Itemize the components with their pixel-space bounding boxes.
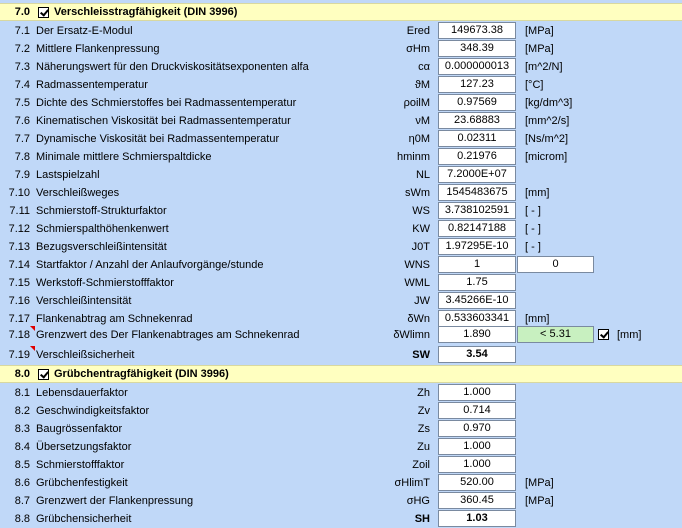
row-symbol: SW: [412, 349, 430, 361]
value-cell[interactable]: 0.533603341: [438, 310, 516, 327]
value-cell[interactable]: 3.45266E-10: [438, 292, 516, 309]
row-symbol: Zu: [417, 441, 430, 453]
table-row: [0, 130, 682, 148]
row-symbol: Zh: [417, 387, 430, 399]
row-number: 7.17: [8, 313, 30, 325]
table-row: [0, 326, 682, 344]
section-checkbox[interactable]: [38, 7, 49, 18]
row-symbol: WML: [404, 277, 430, 289]
table-row: [0, 202, 682, 220]
row-number: 7.2: [14, 43, 30, 55]
row-label: Flankenabtrag am Schnekenrad: [36, 313, 193, 325]
row-symbol: Zs: [417, 423, 430, 435]
row-unit: [m^2/N]: [525, 61, 563, 73]
row-number: 7.19: [8, 349, 30, 361]
table-row: [0, 402, 682, 420]
row-number: 7.18: [8, 329, 30, 341]
value-cell[interactable]: 0.714: [438, 402, 516, 419]
row-unit: [kg/dm^3]: [525, 97, 573, 109]
value-cell[interactable]: 1.000: [438, 456, 516, 473]
row-number: 8.6: [14, 477, 30, 489]
row-label: Kinematischen Viskosität bei Radmassentemperatur: [36, 115, 291, 127]
row-label: Grübchensicherheit: [36, 513, 132, 525]
row-label: Dynamische Viskosität bei Radmassentemperatur: [36, 133, 280, 145]
row-symbol: cα: [418, 61, 430, 73]
row-label: Radmassentemperatur: [36, 79, 148, 91]
row-number: 8.3: [14, 423, 30, 435]
value-cell[interactable]: 149673.38: [438, 22, 516, 39]
row-symbol: J0T: [411, 241, 430, 253]
value-cell[interactable]: 1545483675: [438, 184, 516, 201]
row-number: 7.3: [14, 61, 30, 73]
value-cell[interactable]: 0.82147188: [438, 220, 516, 237]
value-cell[interactable]: 3.738102591: [438, 202, 516, 219]
row-label: Näherungswert für den Druckviskositätsexponenten alfa: [36, 61, 309, 73]
row-label: Dichte des Schmierstoffes bei Radmassentemperatur: [36, 97, 297, 109]
row-number: 7.1: [14, 25, 30, 37]
value-cell[interactable]: 0.970: [438, 420, 516, 437]
value-cell[interactable]: 348.39: [438, 40, 516, 57]
row-label: Schmierstofffaktor: [36, 459, 125, 471]
row-symbol: Zv: [417, 405, 430, 417]
row-unit: [MPa]: [525, 495, 554, 507]
row-label: Geschwindigkeitsfaktor: [36, 405, 150, 417]
row-unit: [mm]: [617, 329, 642, 341]
value-cell[interactable]: 360.45: [438, 492, 516, 509]
table-row: [0, 384, 682, 402]
table-row: [0, 420, 682, 438]
row-label: Grübchenfestigkeit: [36, 477, 128, 489]
table-row: [0, 220, 682, 238]
value-cell[interactable]: 1: [438, 256, 516, 273]
row-label: Verschleißsicherheit: [36, 349, 135, 361]
value-cell[interactable]: 1.97295E-10: [438, 238, 516, 255]
table-row: [0, 292, 682, 310]
table-row: [0, 492, 682, 510]
row-number: 7.4: [14, 79, 30, 91]
row-number: 7.10: [8, 187, 30, 199]
value-cell[interactable]: 1.890: [438, 326, 516, 343]
row-symbol: νM: [415, 115, 430, 127]
row-label: Der Ersatz-E-Modul: [36, 25, 133, 37]
row-symbol: σHG: [406, 495, 430, 507]
value-cell[interactable]: 1.03: [438, 510, 516, 527]
row-label: Startfaktor / Anzahl der Anlaufvorgänge/stunde: [36, 259, 264, 271]
table-row: [0, 58, 682, 76]
row-label: Baugrössenfaktor: [36, 423, 123, 435]
value-cell[interactable]: 7.2000E+07: [438, 166, 516, 183]
table-row: [0, 474, 682, 492]
value-cell[interactable]: 127.23: [438, 76, 516, 93]
row-symbol: δWlimn: [393, 329, 430, 341]
row-symbol: hminm: [396, 151, 430, 163]
row-label: Schmierspalthöhenkenwert: [36, 223, 169, 235]
section-header-8: [0, 365, 682, 383]
limit-checkbox[interactable]: [598, 329, 609, 340]
row-label: Lebensdauerfaktor: [36, 387, 128, 399]
table-row: [0, 184, 682, 202]
row-unit: [MPa]: [525, 25, 554, 37]
row-number: 7.16: [8, 295, 30, 307]
row-symbol: sWm: [404, 187, 430, 199]
row-unit: [mm^2/s]: [525, 115, 570, 127]
comment-marker-icon: [30, 326, 35, 331]
value-cell[interactable]: 0.000000013: [438, 58, 516, 75]
row-number: 7.13: [8, 241, 30, 253]
row-symbol: ρoilM: [403, 97, 430, 109]
row-label: Lastspielzahl: [36, 169, 100, 181]
row-symbol: σHlimT: [394, 477, 430, 489]
row-symbol: WS: [412, 205, 430, 217]
start-count-input[interactable]: 0: [517, 256, 594, 273]
row-unit: [ - ]: [525, 223, 541, 235]
table-row: [0, 94, 682, 112]
row-number: 7.8: [14, 151, 30, 163]
row-label: Minimale mittlere Schmierspaltdicke: [36, 151, 212, 163]
row-symbol: σHm: [406, 43, 430, 55]
row-symbol: η0M: [408, 133, 430, 145]
comment-marker-icon: [30, 346, 35, 351]
section-checkbox[interactable]: [38, 369, 49, 380]
value-cell[interactable]: 1.000: [438, 384, 516, 401]
table-row: [0, 346, 682, 364]
section-title: Grübchentragfähigkeit (DIN 3996): [54, 368, 229, 380]
row-symbol: SH: [414, 513, 430, 525]
row-number: 8.8: [14, 513, 30, 525]
row-unit: [ - ]: [525, 241, 541, 253]
table-row: [0, 438, 682, 456]
row-symbol: WNS: [404, 259, 430, 271]
row-number: 8.1: [14, 387, 30, 399]
row-unit: [°C]: [525, 79, 544, 91]
row-number: 7.9: [14, 169, 30, 181]
table-row: [0, 76, 682, 94]
row-symbol: Zoil: [412, 459, 430, 471]
table-row: [0, 456, 682, 474]
section-header-7: [0, 3, 682, 21]
row-number: 7.5: [14, 97, 30, 109]
row-unit: [MPa]: [525, 43, 554, 55]
row-symbol: ϑM: [414, 79, 430, 91]
row-number: 7.15: [8, 277, 30, 289]
row-unit: [ - ]: [525, 205, 541, 217]
row-unit: [Ns/m^2]: [525, 133, 569, 145]
limit-check-cell[interactable]: < 5.31: [517, 326, 594, 343]
value-cell[interactable]: 520.00: [438, 474, 516, 491]
value-cell[interactable]: 23.68883: [438, 112, 516, 129]
row-label: Werkstoff-Schmierstofffaktor: [36, 277, 174, 289]
row-unit: [MPa]: [525, 477, 554, 489]
table-row: [0, 510, 682, 528]
row-number: 7.11: [9, 205, 30, 217]
value-cell[interactable]: 0.97569: [438, 94, 516, 111]
row-symbol: NL: [415, 169, 430, 181]
row-unit: [mm]: [525, 187, 550, 199]
row-number: 7.12: [8, 223, 30, 235]
value-cell[interactable]: 0.21976: [438, 148, 516, 165]
table-row: [0, 238, 682, 256]
section-number: 8.0: [14, 368, 30, 380]
table-row: [0, 40, 682, 58]
row-unit: [microm]: [525, 151, 568, 163]
row-number: 8.4: [14, 441, 30, 453]
section-number: 7.0: [14, 6, 30, 18]
row-number: 8.7: [14, 495, 30, 507]
value-cell[interactable]: 1.000: [438, 438, 516, 455]
table-row: [0, 274, 682, 292]
row-label: Übersetzungsfaktor: [36, 441, 132, 453]
table-row: [0, 148, 682, 166]
section-title: Verschleisstragfähigkeit (DIN 3996): [54, 6, 238, 18]
row-number: 8.2: [14, 405, 30, 417]
row-symbol: Ered: [406, 25, 430, 37]
value-cell[interactable]: 3.54: [438, 346, 516, 363]
row-label: Verschleißintensität: [36, 295, 132, 307]
row-symbol: JW: [414, 295, 430, 307]
row-label: Bezugsverschleißintensität: [36, 241, 167, 253]
table-row: [0, 22, 682, 40]
value-cell[interactable]: 0.02311: [438, 130, 516, 147]
row-number: 7.6: [14, 115, 30, 127]
table-row: [0, 112, 682, 130]
row-label: Mittlere Flankenpressung: [36, 43, 160, 55]
row-symbol: KW: [412, 223, 430, 235]
row-number: 7.14: [8, 259, 30, 271]
value-cell[interactable]: 1.75: [438, 274, 516, 291]
row-label: Grenzwert des Der Flankenabtrages am Schnekenrad: [36, 329, 300, 341]
table-row: [0, 166, 682, 184]
row-number: 8.5: [14, 459, 30, 471]
row-number: 7.7: [14, 133, 30, 145]
row-unit: [mm]: [525, 313, 550, 325]
row-symbol: δWn: [407, 313, 430, 325]
row-label: Grenzwert der Flankenpressung: [36, 495, 194, 507]
table-row: [0, 256, 682, 274]
row-label: Schmierstoff-Strukturfaktor: [36, 205, 167, 217]
row-label: Verschleißweges: [36, 187, 120, 199]
